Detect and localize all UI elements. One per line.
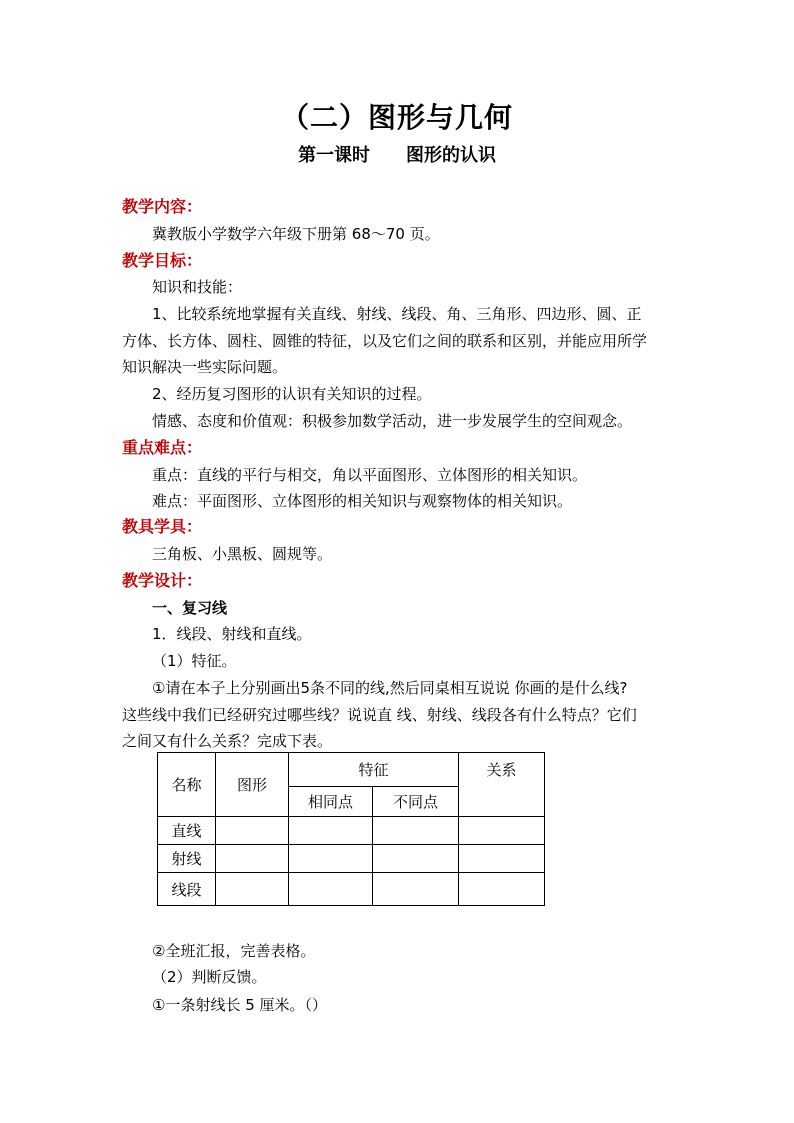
table-header-same: 相同点	[289, 787, 373, 817]
table-cell[interactable]	[459, 845, 545, 873]
goal-1-line-2: 方体、长方体、圆柱、圆锥的特征，以及它们之间的联系和区别，并能应用所学	[122, 332, 648, 350]
lesson-number: 第一课时	[298, 145, 370, 166]
table-row-label: 直线	[158, 817, 216, 845]
heading-teaching-goals: 教学目标：	[122, 251, 203, 270]
content-text: 冀教版小学数学六年级下册第 68～70 页。	[152, 225, 440, 243]
goal-1-line-3: 知识解决一些实际问题。	[122, 358, 288, 376]
tools-text: 三角板、小黑板、圆规等。	[152, 545, 333, 563]
design-prompt-line-2: 这些线中我们已经研究过哪些线？说说直 线、射线、线段各有什么特点？它们	[122, 706, 637, 724]
table-cell[interactable]	[289, 873, 373, 906]
table-cell[interactable]	[373, 873, 459, 906]
after-item-1: ②全班汇报，完善表格。	[152, 942, 316, 960]
line-comparison-table	[157, 752, 545, 906]
goal-3: 情感、态度和价值观：积极参加数学活动，进一步发展学生的空间观念。	[152, 412, 633, 430]
key-point-1: 重点：直线的平行与相交，角以平面图形、立体图形的相关知识。	[152, 466, 588, 484]
table-cell[interactable]	[459, 873, 545, 906]
table-cell[interactable]	[289, 817, 373, 845]
table-header-relation: 关系	[459, 753, 545, 817]
table-header-feature: 特征	[289, 753, 459, 787]
table-cell[interactable]	[216, 845, 289, 873]
lesson-subtitle	[0, 141, 794, 167]
key-point-2: 难点：平面图形、立体图形的相关知识与观察物体的相关知识。	[152, 492, 573, 510]
design-item-1: 1．线段、射线和直线。	[152, 625, 312, 643]
heading-teaching-tools: 教具学具：	[122, 517, 203, 536]
goal-subheading: 知识和技能：	[152, 278, 243, 296]
table-cell[interactable]	[289, 845, 373, 873]
heading-teaching-content: 教学内容：	[122, 197, 203, 216]
design-part-1: 一、复习线	[152, 599, 228, 617]
table-header-figure: 图形	[216, 753, 289, 817]
table-row-label: 线段	[158, 873, 216, 906]
document-title: （二）图形与几何	[280, 101, 513, 134]
goal-1-line-1: 1、比较系统地掌握有关直线、射线、线段、角、三角形、四边形、圆、正	[152, 305, 642, 323]
heading-key-points: 重点难点：	[122, 438, 203, 457]
table-header-diff: 不同点	[373, 787, 459, 817]
after-item-3: ①一条射线长 5 厘米。（）	[152, 996, 328, 1014]
design-item-features: （1）特征。	[152, 652, 237, 670]
design-prompt-line-3: 之间又有什么关系？完成下表。	[122, 732, 333, 750]
table-cell[interactable]	[373, 845, 459, 873]
lesson-topic: 图形的认识	[406, 145, 496, 166]
heading-teaching-design: 教学设计：	[122, 571, 203, 590]
table-row-label: 射线	[158, 845, 216, 873]
table-cell[interactable]	[216, 817, 289, 845]
goal-2: 2、经历复习图形的认识有关知识的过程。	[152, 385, 432, 403]
table-cell[interactable]	[459, 817, 545, 845]
table-cell[interactable]	[216, 873, 289, 906]
design-prompt-line-1: ①请在本子上分别画出5条不同的线,然后同桌相互说说 你画的是什么线?	[152, 679, 628, 697]
table-cell[interactable]	[373, 817, 459, 845]
table-header-name: 名称	[158, 753, 216, 817]
after-item-2: （2）判断反馈。	[152, 968, 267, 986]
